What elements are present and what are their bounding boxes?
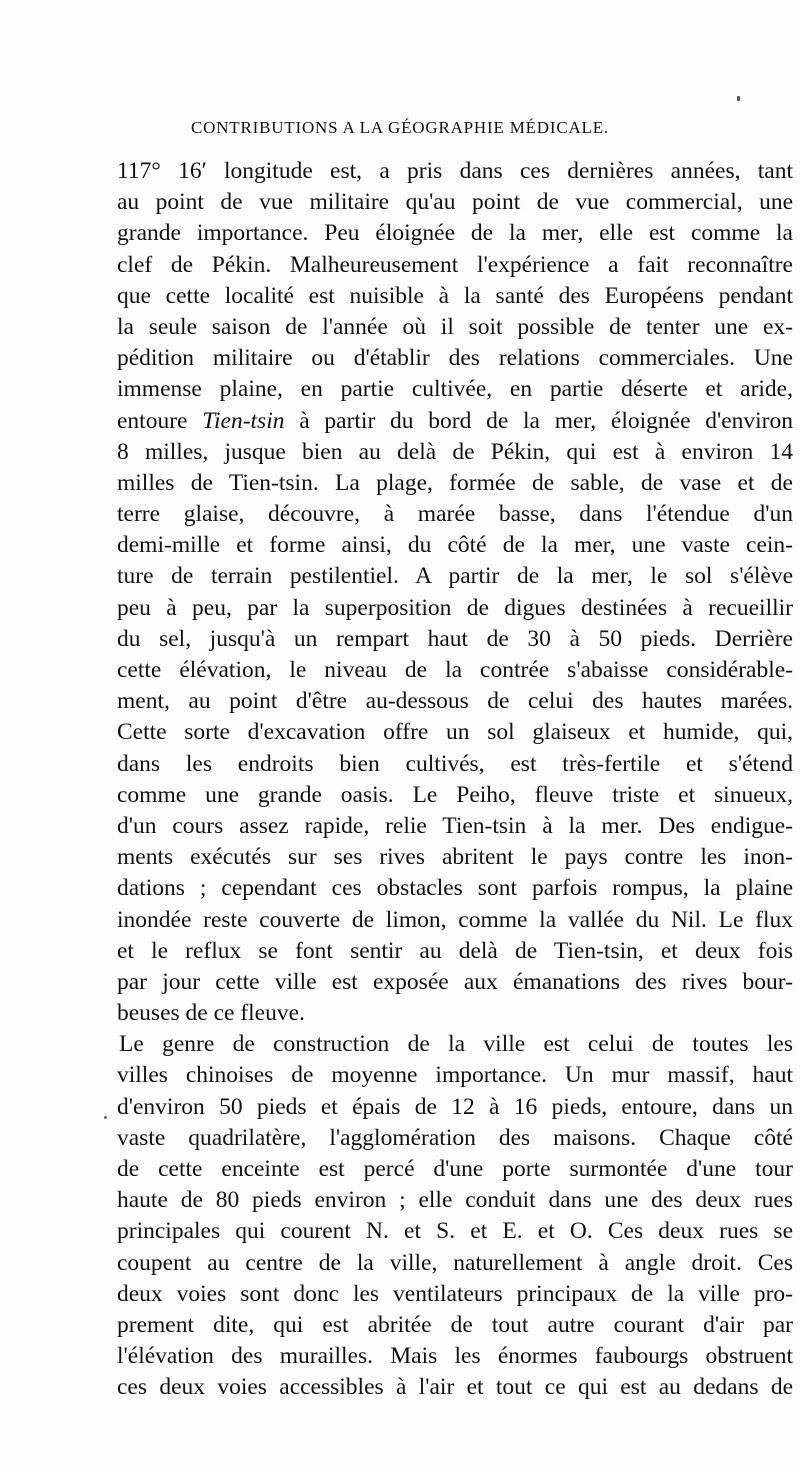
text-line: dans les endroits bien cultivés, est très-fertile et s'étend	[117, 750, 793, 777]
running-header: CONTRIBUTIONS A LA GÉOGRAPHIE MÉDICALE.	[191, 118, 609, 137]
text-line: 8 milles, jusque bien au delà de Pékin, qui est à environ 14	[117, 438, 793, 465]
text-line: pédition militaire ou d'établir des relations commerciales. Une	[117, 345, 793, 372]
text-line: coupent au centre de la ville, naturellement à angle droit. Ces	[117, 1249, 793, 1276]
italic-place-name: Tien-tsin	[202, 407, 285, 434]
text-line: demi-mille et forme ainsi, du côté de la mer, une vaste cein-	[117, 532, 793, 559]
text-line: immense plaine, en partie cultivée, en partie déserte et aride,	[117, 376, 793, 403]
text-line: principales qui courent N. et S. et E. et O. Ces deux rues se	[117, 1218, 793, 1245]
text-line: par jour cette ville est exposée aux émanations des rives bour-	[117, 968, 793, 995]
text-line: ments exécutés sur ses rives abritent le pays contre les inon-	[117, 844, 793, 871]
text-line: villes chinoises de moyenne importance. Un mur massif, haut	[117, 1062, 793, 1089]
text-line: terre glaise, découvre, à marée basse, dans l'étendue d'un	[117, 501, 793, 528]
body-text	[117, 156, 793, 1404]
text-line: Le genre de construction de la ville est celui de toutes les	[119, 1031, 793, 1058]
text-line	[117, 406, 793, 437]
text-line: deux voies sont donc les ventilateurs principaux de la ville pro-	[117, 1280, 793, 1307]
text-line: et le reflux se font sentir au delà de Tien-tsin, et deux fois	[117, 937, 793, 964]
text-line: comme une grande oasis. Le Peiho, fleuve triste et sinueux,	[117, 781, 793, 808]
text-line: haute de 80 pieds environ ; elle conduit dans une des deux rues	[117, 1187, 793, 1214]
text-line: d'environ 50 pieds et épais de 12 à 16 pieds, entoure, dans un	[117, 1093, 793, 1120]
text-line: la seule saison de l'année où il soit possible de tenter une ex-	[117, 313, 793, 340]
text-line: ces deux voies accessibles à l'air et tout ce qui est au dedans de	[117, 1374, 793, 1401]
text-line: beuses de ce fleuve.	[117, 1000, 305, 1027]
print-mark-margin	[104, 1116, 107, 1119]
text-line: peu à peu, par la superposition de digues destinées à recueillir	[117, 594, 793, 621]
text-line: du sel, jusqu'à un rempart haut de 30 à 50 pieds. Derrière	[117, 625, 793, 652]
text-line: prement dite, qui est abritée de tout autre courant d'air par	[117, 1311, 793, 1338]
print-mark	[737, 96, 740, 101]
text-line: milles de Tien-tsin. La plage, formée de sable, de vase et de	[117, 469, 793, 496]
text-line: inondée reste couverte de limon, comme la vallée du Nil. Le flux	[117, 906, 793, 933]
text-line: cette élévation, le niveau de la contrée s'abaisse considérable-	[117, 657, 793, 683]
text-line: ment, au point d'être au-dessous de celui des hautes marées.	[117, 688, 793, 715]
text-line: que cette localité est nuisible à la santé des Européens pendant	[117, 282, 793, 309]
text-line: ture de terrain pestilentiel. A partir de la mer, le sol s'élève	[117, 563, 793, 590]
text-line: 117° 16′ longitude est, a pris dans ces dernières années, tant	[117, 158, 793, 184]
text-line: au point de vue militaire qu'au point de vue commercial, une	[117, 189, 793, 216]
text-line: l'élévation des murailles. Mais les énormes faubourgs obstruent	[117, 1343, 793, 1370]
text-fragment: entoure	[117, 407, 203, 434]
text-line: de cette enceinte est percé d'une porte surmontée d'une tour	[117, 1156, 793, 1182]
text-line: dations ; cependant ces obstacles sont parfois rompus, la plaine	[117, 875, 793, 902]
text-line: grande importance. Peu éloignée de la mer, elle est comme la	[117, 220, 793, 247]
text-line: clef de Pékin. Malheureusement l'expérience a fait reconnaître	[117, 251, 793, 278]
text-line: Cette sorte d'excavation offre un sol glaiseux et humide, qui,	[117, 719, 793, 746]
text-line: vaste quadrilatère, l'agglomération des maisons. Chaque côté	[117, 1124, 793, 1151]
text-line: d'un cours assez rapide, relie Tien-tsin à la mer. Des endigue-	[117, 812, 793, 839]
text-fragment: à partir du bord de la mer, éloignée d'environ	[284, 407, 793, 434]
